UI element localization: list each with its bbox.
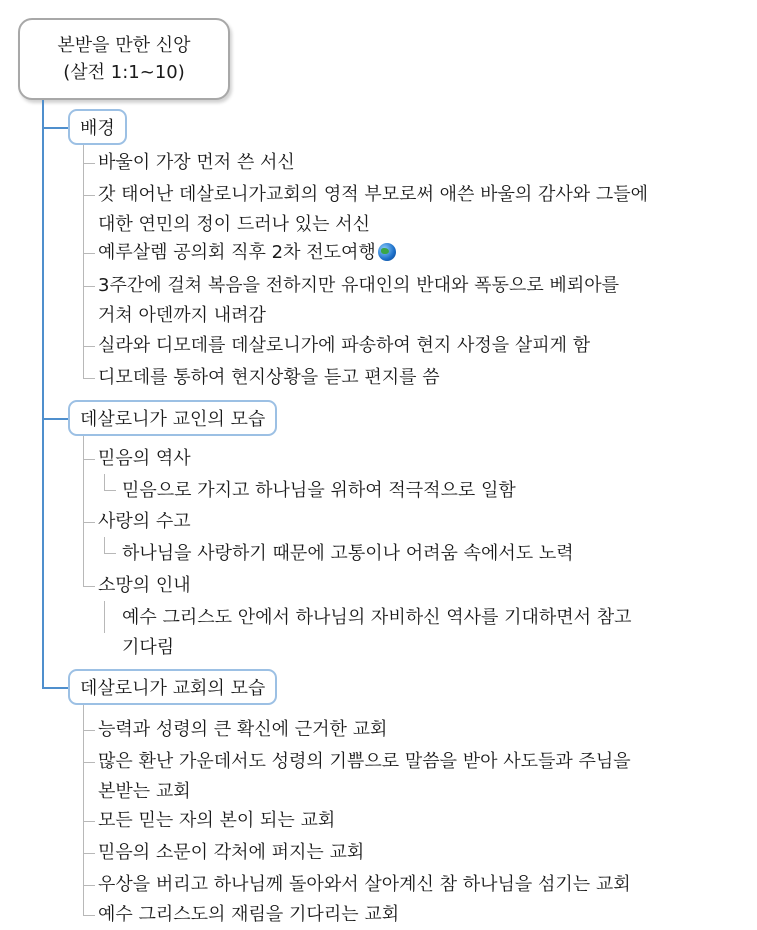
branch-believers[interactable] — [68, 400, 277, 436]
list-item: 바울이 가장 먼저 쓴 서신 — [98, 152, 295, 173]
list-item: 모든 믿는 자의 본이 되는 교회 — [98, 810, 336, 831]
branch-background-subline — [83, 145, 84, 379]
list-item: 많은 환난 가운데서도 성령의 기쁨으로 말씀을 받아 사도들과 주님을 본받는 교회 — [98, 751, 631, 802]
globe-icon — [378, 243, 396, 261]
branch-background[interactable] — [68, 109, 127, 145]
branch-connector-3 — [42, 687, 68, 689]
branch-label: 배경 — [80, 118, 115, 139]
list-item: 믿음의 역사 — [98, 448, 191, 469]
list-item: 예루살렘 공의회 직후 2차 전도여행 — [98, 238, 396, 268]
root-subtitle: (살전 1:1~10) — [63, 62, 185, 83]
list-item: 디모데를 통하여 현지상황을 듣고 편지를 씀 — [98, 367, 440, 388]
list-item: 소망의 인내 — [98, 575, 191, 596]
list-item: 3주간에 걸쳐 복음을 전하지만 유대인의 반대와 폭동으로 베뢰아를 거쳐 아덴까지 내려감 — [98, 275, 619, 326]
list-item: 예수 그리스도의 재림을 기다리는 교회 — [98, 904, 400, 925]
list-item: 하나님을 사랑하기 때문에 고통이나 어려움 속에서도 노력 — [122, 543, 574, 564]
root-title: 본받을 만한 신앙 — [57, 35, 191, 56]
list-item: 우상을 버리고 하나님께 돌아와서 살아계신 참 하나님을 섬기는 교회 — [98, 874, 631, 895]
trunk-line — [42, 100, 44, 688]
list-item: 실라와 디모데를 데살로니가에 파송하여 현지 사정을 살피게 함 — [98, 335, 591, 356]
root-node[interactable] — [18, 18, 230, 100]
list-item: 사랑의 수고 — [98, 511, 191, 532]
branch-connector-2 — [42, 418, 68, 420]
list-item: 능력과 성령의 큰 확신에 근거한 교회 — [98, 719, 388, 740]
list-item: 갓 태어난 데살로니가교회의 영적 부모로써 애쓴 바울의 감사와 그들에 대한 연민의 정이 드러나 있는 서신 — [98, 184, 649, 235]
branch-church[interactable] — [68, 669, 277, 705]
branch-connector-1 — [42, 127, 68, 129]
branch-label: 데살로니가 교인의 모습 — [80, 409, 266, 430]
branch-label: 데살로니가 교회의 모습 — [80, 678, 266, 699]
list-item: 믿음의 소문이 각처에 퍼지는 교회 — [98, 842, 365, 863]
list-item: 믿음으로 가지고 하나님을 위하여 적극적으로 일함 — [122, 480, 516, 501]
list-item: 예수 그리스도 안에서 하나님의 자비하신 역사를 기대하면서 참고 기다림 — [122, 607, 632, 658]
